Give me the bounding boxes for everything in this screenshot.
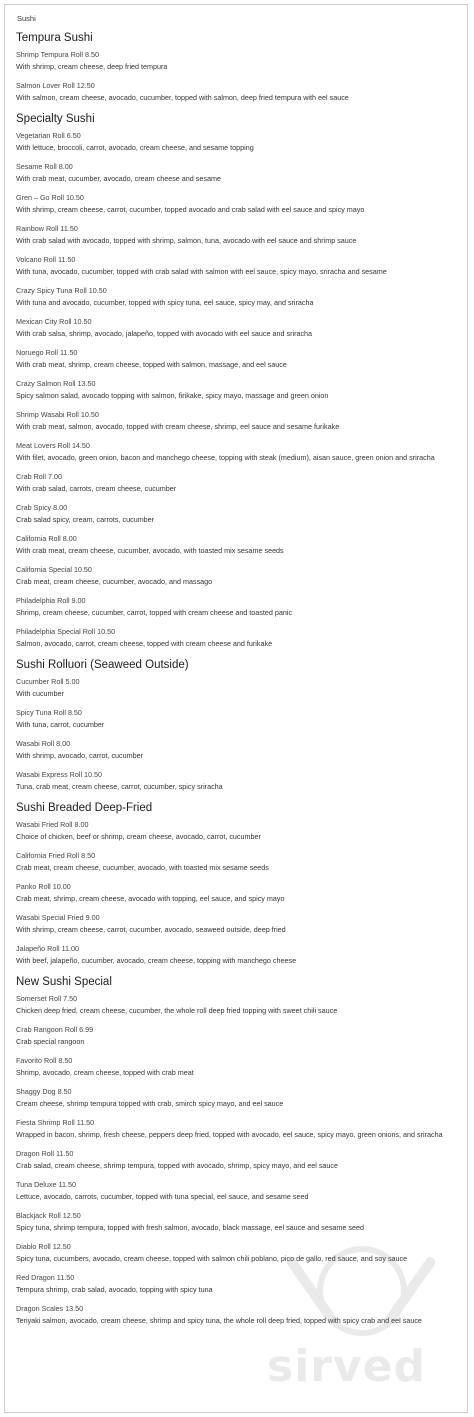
item-name: Wasabi Fried Roll xyxy=(16,820,73,829)
item-price: 11.50 xyxy=(55,1149,74,1158)
menu-item xyxy=(16,80,461,103)
item-price: 8.50 xyxy=(81,851,96,860)
item-price: 11.50 xyxy=(60,224,78,233)
item-price: 10.50 xyxy=(80,410,99,419)
menu-item-header xyxy=(16,1179,461,1191)
menu-item-header xyxy=(16,223,461,235)
item-description: Crab special rangoon xyxy=(16,1037,85,1046)
menu-item xyxy=(16,223,461,246)
item-description: With tuna and avocado, cucumber, topped with spicy tuna, eel sauce, spicy may, and sriracha xyxy=(16,298,314,307)
item-name: Wasabi Roll xyxy=(16,739,55,748)
item-description: With tuna, avocado, cucumber, topped with crab salad with salmon with eel sauce, spicy mayo, sriracha and sesame xyxy=(16,267,387,276)
item-price: 11.00 xyxy=(61,944,80,953)
menu-item-header xyxy=(16,626,461,638)
item-name: Somerset Roll xyxy=(16,994,62,1003)
item-name: Rainbow Roll xyxy=(16,224,59,233)
menu-item-header xyxy=(16,881,461,893)
item-name: Red Dragon xyxy=(16,1273,55,1282)
item-price: 10.50 xyxy=(73,565,92,574)
item-price: 11.50 xyxy=(57,255,76,264)
item-description: Cream cheese, shrimp tempura topped with crab, smirch spicy mayo, and eel sauce xyxy=(16,1099,284,1108)
item-name: Wasabi Express Roll xyxy=(16,770,83,779)
item-name: Tuna Deluxe xyxy=(16,1180,57,1189)
menu-item xyxy=(16,471,461,494)
item-price: 6.50 xyxy=(66,131,81,140)
item-description: With crab meat, cucumber, avocado, cream cheese and sesame xyxy=(16,174,221,183)
menu-item xyxy=(16,1272,461,1295)
item-price: 14.50 xyxy=(71,441,90,450)
item-name: Crazy Salmon Roll xyxy=(16,379,76,388)
item-description: With shrimp, avocado, carrot, cucumber xyxy=(16,751,144,760)
item-name: Crab Rangoon Roll xyxy=(16,1025,78,1034)
watermark-text: sirved xyxy=(267,1341,426,1392)
item-price: 9.00 xyxy=(71,596,86,605)
item-description: Tuna, crab meat, cream cheese, carrot, cucumber, spicy sriracha xyxy=(16,782,223,791)
item-price: 8.00 xyxy=(56,739,71,748)
item-price: 9.00 xyxy=(85,913,100,922)
item-description: With shrimp, cream cheese, deep fried tempura xyxy=(16,62,168,71)
item-price: 13.50 xyxy=(77,379,96,388)
menu-item-header xyxy=(16,192,461,204)
item-description: With cucumber xyxy=(16,689,64,698)
menu-item xyxy=(16,993,461,1016)
item-description: Spicy salmon salad, avocado topping with salmon, firikake, spicy mayo, massage and green onion xyxy=(16,391,329,400)
item-description: With crab salad with avocado, topped with shrimp, salmon, tuna, avocado with eel sauce and shrimp sauce xyxy=(16,236,357,245)
menu-item xyxy=(16,850,461,873)
item-price: 10.50 xyxy=(97,627,116,636)
menu-item-header xyxy=(16,707,461,719)
menu-item-header xyxy=(16,819,461,831)
item-price: 12.50 xyxy=(52,1242,71,1251)
menu-item xyxy=(16,881,461,904)
menu-item xyxy=(16,285,461,308)
item-description: Spicy tuna, shrimp tempura, topped with fresh salmon, avocado, black massage, eel sauce and sesame seed xyxy=(16,1223,364,1232)
item-price: 8.50 xyxy=(84,50,99,59)
menu-item-header xyxy=(16,130,461,142)
item-price: 8.00 xyxy=(58,162,73,171)
menu-item xyxy=(16,1055,461,1078)
item-name: Wasabi Special Fried xyxy=(16,913,84,922)
menu-item xyxy=(16,1148,461,1171)
item-price: 13.50 xyxy=(65,1304,84,1313)
item-name: California Roll xyxy=(16,534,61,543)
menu-item-header xyxy=(16,1148,461,1160)
item-price: 8.00 xyxy=(53,503,68,512)
item-name: Jalapeño Roll xyxy=(16,944,60,953)
item-description: With crab meat, salmon, avocado, topped with cream cheese, shrimp, eel sauce and sesame furikake xyxy=(16,422,340,431)
menu-item-header xyxy=(16,285,461,297)
menu-item-header xyxy=(16,440,461,452)
item-price: 8.50 xyxy=(67,708,82,717)
item-name: Blackjack Roll xyxy=(16,1211,61,1220)
menu-item xyxy=(16,192,461,215)
item-name: Dragon Scales xyxy=(16,1304,64,1313)
item-name: Meat Lovers Roll xyxy=(16,441,70,450)
menu-item xyxy=(16,161,461,184)
menu-item-header xyxy=(16,533,461,545)
menu-item xyxy=(16,409,461,432)
item-name: Dragon Roll xyxy=(16,1149,54,1158)
menu-item xyxy=(16,502,461,525)
item-description: With filet, avocado, green onion, bacon and manchego cheese, topping with steak (medium), aisan sauce, green onion and sriracha xyxy=(16,453,435,462)
menu-page xyxy=(4,4,468,1413)
menu-item-header xyxy=(16,676,461,688)
section-title: Sushi Rolluori (Seaweed Outside) xyxy=(16,659,189,671)
item-price: 8.50 xyxy=(58,1056,73,1065)
item-price: 11.50 xyxy=(76,1118,95,1127)
menu-item-header xyxy=(16,850,461,862)
menu-item xyxy=(16,1210,461,1233)
menu-item-header xyxy=(16,80,461,92)
item-price: 10.50 xyxy=(88,286,107,295)
item-price: 12.50 xyxy=(76,81,95,90)
item-price: 7.50 xyxy=(63,994,78,1003)
menu-item xyxy=(16,1117,461,1140)
item-description: Tempura shrimp, crab salad, avocado, topping with spicy tuna xyxy=(16,1285,213,1294)
item-name: Diablo Roll xyxy=(16,1242,51,1251)
menu-item xyxy=(16,676,461,699)
item-price: 10.00 xyxy=(52,882,71,891)
item-description: Crab salad, cream cheese, shrimp tempura, topped with avocado, shrimp, spicy mayo, and eel sauce xyxy=(16,1161,338,1170)
item-name: California Special xyxy=(16,565,72,574)
section-title: Sushi Breaded Deep-Fried xyxy=(16,802,153,814)
menu-item-header xyxy=(16,502,461,514)
item-description: With crab salsa, shrimp, avocado, jalapeño, topped with avocado with eel sauce and sriracha xyxy=(16,329,313,338)
item-price: 10.50 xyxy=(73,317,92,326)
menu-item-header xyxy=(16,1241,461,1253)
item-price: 8.00 xyxy=(74,820,89,829)
item-price: 11.50 xyxy=(56,1273,75,1282)
menu-item-header xyxy=(16,1272,461,1284)
item-name: Philadelphia Roll xyxy=(16,596,70,605)
menu-item-header xyxy=(16,595,461,607)
item-name: Favorito Roll xyxy=(16,1056,57,1065)
item-price: 8.00 xyxy=(62,534,77,543)
item-description: With crab meat, cream cheese, cucumber, avocado, with toasted mix sesame seeds xyxy=(16,546,284,555)
item-name: Spicy Tuna Roll xyxy=(16,708,66,717)
item-name: Crab Roll xyxy=(16,472,46,481)
menu-item-header xyxy=(16,993,461,1005)
menu-item-header xyxy=(16,471,461,483)
menu-item xyxy=(16,347,461,370)
menu-item xyxy=(16,912,461,935)
item-name: Volcano Roll xyxy=(16,255,56,264)
menu-item xyxy=(16,819,461,842)
menu-item-header xyxy=(16,1055,461,1067)
item-description: With shrimp, cream cheese, carrot, cucumber, avocado, seaweed outside, deep fried xyxy=(16,925,286,934)
menu-item xyxy=(16,738,461,761)
item-description: Choice of chicken, beef or shrimp, cream cheese, avocado, carrot, cucumber xyxy=(16,832,261,841)
item-name: Crab Spicy xyxy=(16,503,52,512)
item-price: 11.50 xyxy=(58,1180,76,1189)
item-price: 12.50 xyxy=(62,1211,81,1220)
item-description: Teriyaki salmon, avocado, cream cheese, shrimp and spicy tuna, the whole roll deep fried, topped with spicy crab and eel sauce xyxy=(16,1316,422,1325)
item-description: With crab salad, carrots, cream cheese, cucumber xyxy=(16,484,177,493)
item-price: 6.99 xyxy=(79,1025,94,1034)
item-price: 10.50 xyxy=(84,770,103,779)
item-price: 7.00 xyxy=(47,472,62,481)
menu-title: Sushi xyxy=(17,14,36,23)
menu-item-header xyxy=(16,738,461,750)
menu-item-header xyxy=(16,378,461,390)
menu-content xyxy=(16,27,461,1334)
item-description: Crab meat, cream cheese, cucumber, avocado, and massago xyxy=(16,577,213,586)
item-description: Crab salad spicy, cream, carrots, cucumber xyxy=(16,515,155,524)
item-description: Lettuce, avocado, carrots, cucumber, topped with tuna special, eel sauce, and sesame seed xyxy=(16,1192,309,1201)
item-price: 10.50 xyxy=(65,193,84,202)
item-price: 5.00 xyxy=(65,677,80,686)
item-name: Philadelphia Special Roll xyxy=(16,627,96,636)
menu-item xyxy=(16,533,461,556)
item-name: California Fried Roll xyxy=(16,851,80,860)
menu-item-header xyxy=(16,769,461,781)
section-title: Specialty Sushi xyxy=(16,113,95,125)
menu-item-header xyxy=(16,161,461,173)
item-description: Spicy tuna, cucumbers, avocado, cream cheese, topped with salmon chili poblano, pico de gallo, red sauce, and soy sauce xyxy=(16,1254,408,1263)
item-name: Shrimp Wasabi Roll xyxy=(16,410,79,419)
menu-item xyxy=(16,943,461,966)
menu-item-header xyxy=(16,1303,461,1315)
section-title: New Sushi Special xyxy=(16,976,112,988)
menu-item-header xyxy=(16,943,461,955)
item-name: Vegetarian Roll xyxy=(16,131,65,140)
menu-item xyxy=(16,1179,461,1202)
menu-item-header xyxy=(16,409,461,421)
item-description: With crab meat, shrimp, cream cheese, topped with salmon, massage, and eel sauce xyxy=(16,360,287,369)
item-description: Wrapped in bacon, shrimp, fresh cheese, peppers deep fried, topped with avocado, eel sauce, spicy mayo, green onions, and sriracha xyxy=(16,1130,443,1139)
item-description: With shrimp, cream cheese, carrot, cucumber, topped avocado and crab salad with eel sauce and spicy mayo xyxy=(16,205,365,214)
menu-item xyxy=(16,1086,461,1109)
menu-item xyxy=(16,49,461,72)
menu-item xyxy=(16,564,461,587)
item-description: Salmon, avocado, carrot, cream cheese, topped with cream cheese and furikake xyxy=(16,639,273,648)
item-description: Crab meat, cream cheese, cucumber, avocado, with toasted mix sesame seeds xyxy=(16,863,269,872)
menu-item xyxy=(16,1024,461,1047)
item-name: Shaggy Dog xyxy=(16,1087,56,1096)
item-price: 8.50 xyxy=(57,1087,72,1096)
item-name: Noruego Roll xyxy=(16,348,58,357)
item-description: Shrimp, cream cheese, cucumber, carrot, topped with cream cheese and toasted panic xyxy=(16,608,293,617)
item-description: With tuna, carrot, cucumber xyxy=(16,720,105,729)
item-name: Crazy Spicy Tuna Roll xyxy=(16,286,87,295)
menu-item xyxy=(16,707,461,730)
item-name: Gren – Go Roll xyxy=(16,193,64,202)
item-price: 11.50 xyxy=(59,348,78,357)
item-name: Fiesta Shrimp Roll xyxy=(16,1118,75,1127)
item-name: Sesame Roll xyxy=(16,162,57,171)
menu-item-header xyxy=(16,912,461,924)
item-description: With beef, jalapeño, cucumber, avocado, cream cheese, topping with manchego cheese xyxy=(16,956,297,965)
menu-item xyxy=(16,626,461,649)
item-name: Shrimp Tempura Roll xyxy=(16,50,83,59)
menu-item xyxy=(16,769,461,792)
menu-item-header xyxy=(16,316,461,328)
menu-item xyxy=(16,595,461,618)
item-name: Mexican City Roll xyxy=(16,317,72,326)
menu-item xyxy=(16,130,461,153)
menu-item-header xyxy=(16,1024,461,1036)
menu-item-header xyxy=(16,347,461,359)
menu-item xyxy=(16,1241,461,1264)
menu-item-header xyxy=(16,1086,461,1098)
menu-item xyxy=(16,440,461,463)
item-description: Crab meat, shrimp, cream cheese, avocado with topping, eel sauce, and spicy mayo xyxy=(16,894,285,903)
section-title: Tempura Sushi xyxy=(16,32,93,44)
menu-item xyxy=(16,254,461,277)
menu-item-header xyxy=(16,1117,461,1129)
item-name: Salmon Lover Roll xyxy=(16,81,75,90)
menu-item xyxy=(16,1303,461,1326)
item-description: Shrimp, avocado, cream cheese, topped with crab meat xyxy=(16,1068,194,1077)
item-description: Chicken deep fried, cream cheese, cucumber, the whole roll deep fried topping with sweet chili sauce xyxy=(16,1006,338,1015)
menu-item-header xyxy=(16,254,461,266)
menu-item xyxy=(16,316,461,339)
menu-item-header xyxy=(16,49,461,61)
menu-item-header xyxy=(16,564,461,576)
menu-item-header xyxy=(16,1210,461,1222)
item-name: Panko Roll xyxy=(16,882,51,891)
item-name: Cucumber Roll xyxy=(16,677,64,686)
item-description: With salmon, cream cheese, avocado, cucumber, topped with salmon, deep fried tempura with eel sauce xyxy=(16,93,349,102)
menu-item xyxy=(16,378,461,401)
item-description: With lettuce, broccoli, carrot, avocado, cream cheese, and sesame topping xyxy=(16,143,254,152)
